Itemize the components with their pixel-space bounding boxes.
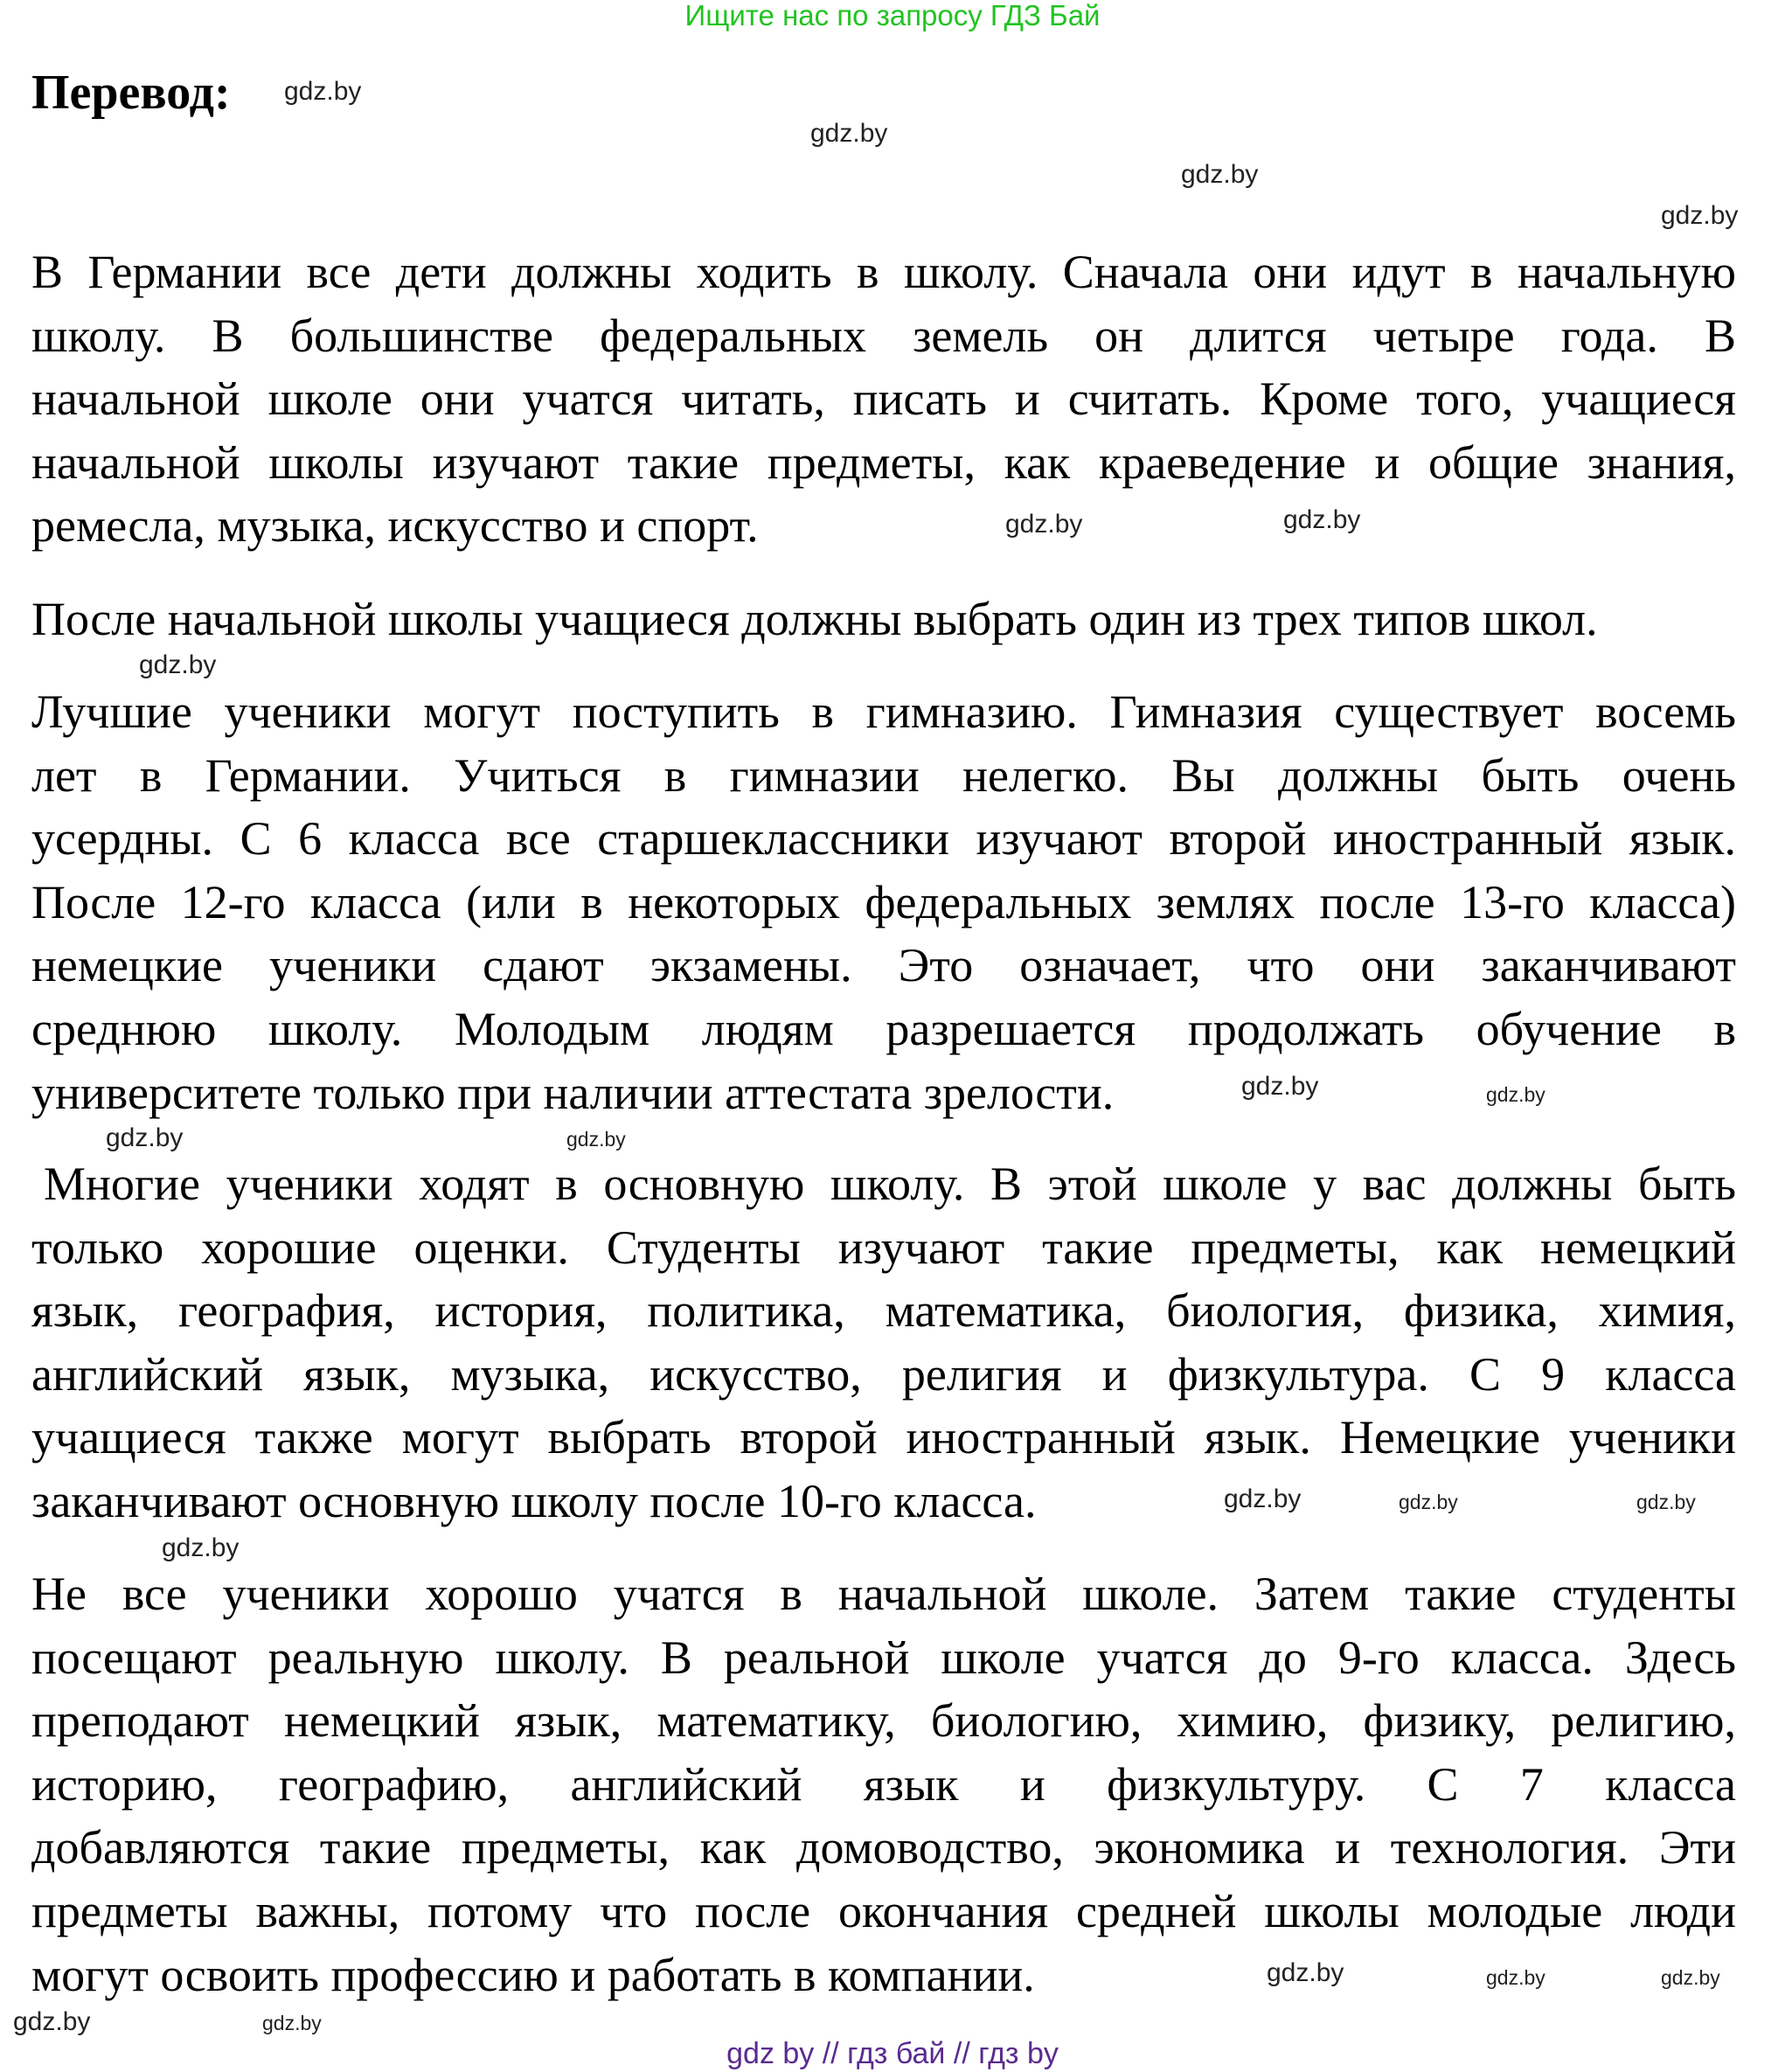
text-line: начальной школе они учатся читать, писать и считать. Кроме того, учащиеся <box>31 372 1736 426</box>
text-line: могут освоить профессию и работать в компании. <box>31 1948 1035 2001</box>
text-line: предметы важны, потому что после окончания средней школы молодые люди <box>31 1884 1736 1937</box>
text-line: учащиеся также могут выбрать второй иностранный язык. Немецкие ученики <box>31 1411 1736 1464</box>
watermark: gdz.by <box>13 2007 91 2036</box>
text-line: только хорошие оценки. Студенты изучают такие предметы, как немецкий <box>31 1220 1736 1274</box>
paragraph <box>31 1152 1736 1533</box>
text-line: начальной школы изучают такие предметы, как краеведение и общие знания, <box>31 435 1736 489</box>
text-line: После начальной школы учащиеся должны выбрать один из трех типов школ. <box>31 593 1598 645</box>
watermark: gdz.by <box>1661 201 1739 230</box>
watermark: gdz.by <box>1241 1072 1319 1101</box>
text-line: Многие ученики ходят в основную школу. В этой школе у вас должны быть <box>44 1158 1736 1210</box>
paragraph <box>31 1562 1736 2006</box>
footer-link[interactable]: gdz by // гдз бай // гдз by <box>726 2037 1059 2070</box>
watermark: gdz.by <box>162 1533 240 1562</box>
watermark: gdz.by <box>810 119 888 148</box>
text-line: немецкие ученики сдают экзамены. Это означает, что они заканчивают <box>31 939 1736 992</box>
watermark: gdz.by <box>1661 1966 1720 1989</box>
text-line: После 12-го класса (или в некоторых федеральных землях после 13-го класса) <box>31 875 1736 928</box>
watermark: gdz.by <box>1486 1966 1545 1989</box>
paragraph <box>31 240 1736 558</box>
text-line: английский язык, музыка, искусство, религия и физкультура. С 9 класса <box>31 1347 1736 1401</box>
watermark: gdz.by <box>1486 1083 1545 1106</box>
watermark: gdz.by <box>566 1128 626 1151</box>
footer-links <box>0 2037 1785 2070</box>
text-line: заканчивают основную школу после 10-го класса. <box>31 1474 1037 1527</box>
text-line: ремесла, музыка, искусство и спорт. <box>31 499 759 553</box>
text-line: преподают немецкий язык, математику, биологию, химию, физику, религию, <box>31 1694 1736 1748</box>
watermark: gdz.by <box>1224 1484 1302 1513</box>
watermark: gdz.by <box>284 77 362 106</box>
watermark: gdz.by <box>1399 1491 1458 1513</box>
watermark: gdz.by <box>139 650 217 679</box>
watermark: gdz.by <box>1005 510 1083 539</box>
text-line: историю, географию, английский язык и физкультуру. С 7 класса <box>31 1757 1736 1811</box>
text-line: лет в Германии. Учиться в гимназии нелегко. Вы должны быть очень <box>31 748 1736 802</box>
watermark: gdz.by <box>106 1123 184 1152</box>
watermark: gdz.by <box>1181 160 1259 189</box>
watermark: gdz.by <box>1283 505 1361 534</box>
text-line: Не все ученики хорошо учатся в начальной школе. Затем такие студенты <box>31 1568 1736 1620</box>
text-line: посещают реальную школу. В реальной школе учатся до 9-го класса. Здесь <box>31 1630 1736 1684</box>
text-line: школу. В большинстве федеральных земель он длится четыре года. В <box>31 309 1736 362</box>
text-line: добавляются такие предметы, как домоводство, экономика и технология. Эти <box>31 1821 1736 1874</box>
watermark: gdz.by <box>262 2012 322 2034</box>
text-line: Лучшие ученики могут поступить в гимназию. Гимназия существует восемь <box>31 685 1736 738</box>
watermark: gdz.by <box>1267 1958 1344 1987</box>
paragraph <box>31 588 1736 651</box>
text-line: университете только при наличии аттестата зрелости. <box>31 1066 1115 1119</box>
text-line: В Германии все дети должны ходить в школу. Сначала они идут в начальную <box>31 246 1736 298</box>
search-banner: Ищите нас по запросу ГДЗ Бай <box>684 0 1101 31</box>
page-title: Перевод: <box>31 66 231 120</box>
text-line: среднюю школу. Молодым людям разрешается продолжать обучение в <box>31 1002 1736 1055</box>
paragraph <box>31 680 1736 1124</box>
text-line: усердны. С 6 класса все старшеклассники изучают второй иностранный язык. <box>31 812 1736 866</box>
text-line: язык, география, история, политика, математика, биология, физика, химия, <box>31 1284 1736 1338</box>
watermark: gdz.by <box>1636 1491 1696 1513</box>
